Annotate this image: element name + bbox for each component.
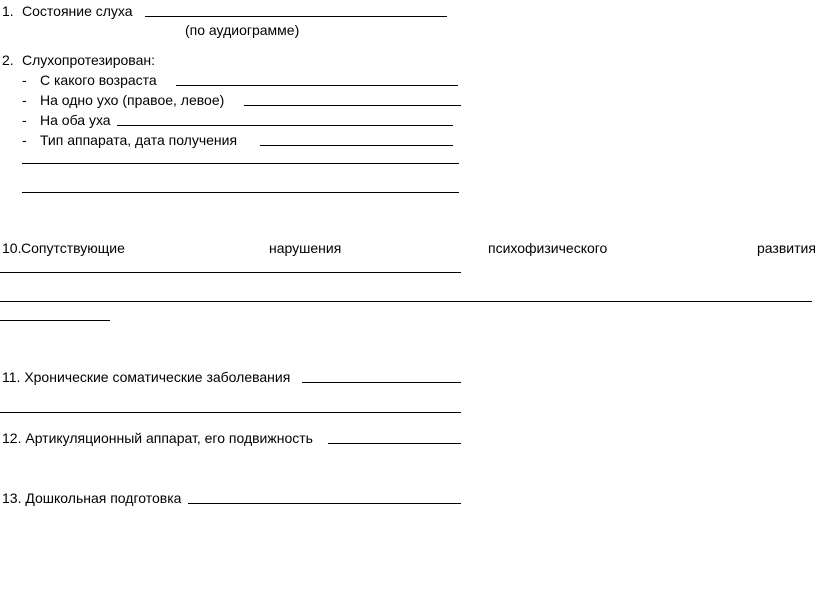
item-2-extra-line[interactable]	[22, 192, 459, 193]
item-2-extra-line[interactable]	[22, 163, 459, 164]
item-1-note: (по аудиограмме)	[185, 22, 300, 38]
item-12-answer-line[interactable]	[328, 443, 461, 444]
item-1-answer-line[interactable]	[145, 16, 447, 17]
item-10-word: Сопутствующие	[21, 240, 125, 256]
item-10-number: 10.	[2, 240, 22, 256]
item-2-sub-dash: -	[22, 72, 27, 88]
item-2-sub-both-ears-line[interactable]	[117, 125, 453, 126]
item-1-number: 1.	[2, 3, 14, 19]
item-1-label: Состояние слуха	[22, 3, 133, 19]
item-13-answer-line[interactable]	[188, 503, 461, 504]
item-2-label: Слухопротезирован:	[22, 52, 155, 68]
item-12-label: 12. Артикуляционный аппарат, его подвижность	[2, 430, 313, 446]
item-10-word: психофизического	[488, 240, 608, 256]
item-2-sub-device-label: Тип аппарата, дата получения	[40, 132, 238, 148]
item-2-sub-one-ear-label: На одно ухо (правое, левое)	[40, 92, 225, 108]
item-10-word: развития	[757, 240, 816, 256]
item-10-answer-line[interactable]	[0, 301, 812, 302]
item-2-sub-both-ears-label: На оба уха	[40, 112, 111, 128]
item-2-number: 2.	[2, 52, 14, 68]
item-2-sub-one-ear-line[interactable]	[244, 105, 461, 106]
item-11-answer-line[interactable]	[302, 382, 461, 383]
item-11-label: 11. Хронические соматические заболевания	[2, 369, 291, 385]
item-2-sub-age-label: С какого возраста	[40, 72, 157, 88]
item-2-sub-device-line[interactable]	[260, 145, 453, 146]
item-10-word: нарушения	[269, 240, 342, 256]
item-11-answer-line[interactable]	[0, 412, 461, 413]
item-10-answer-line[interactable]	[0, 272, 461, 273]
item-2-sub-dash: -	[22, 92, 27, 108]
item-13-label: 13. Дошкольная подготовка	[2, 490, 182, 506]
item-2-sub-age-line[interactable]	[176, 85, 458, 86]
item-10-answer-line[interactable]	[0, 320, 110, 321]
item-2-sub-dash: -	[22, 132, 27, 148]
item-2-sub-dash: -	[22, 112, 27, 128]
